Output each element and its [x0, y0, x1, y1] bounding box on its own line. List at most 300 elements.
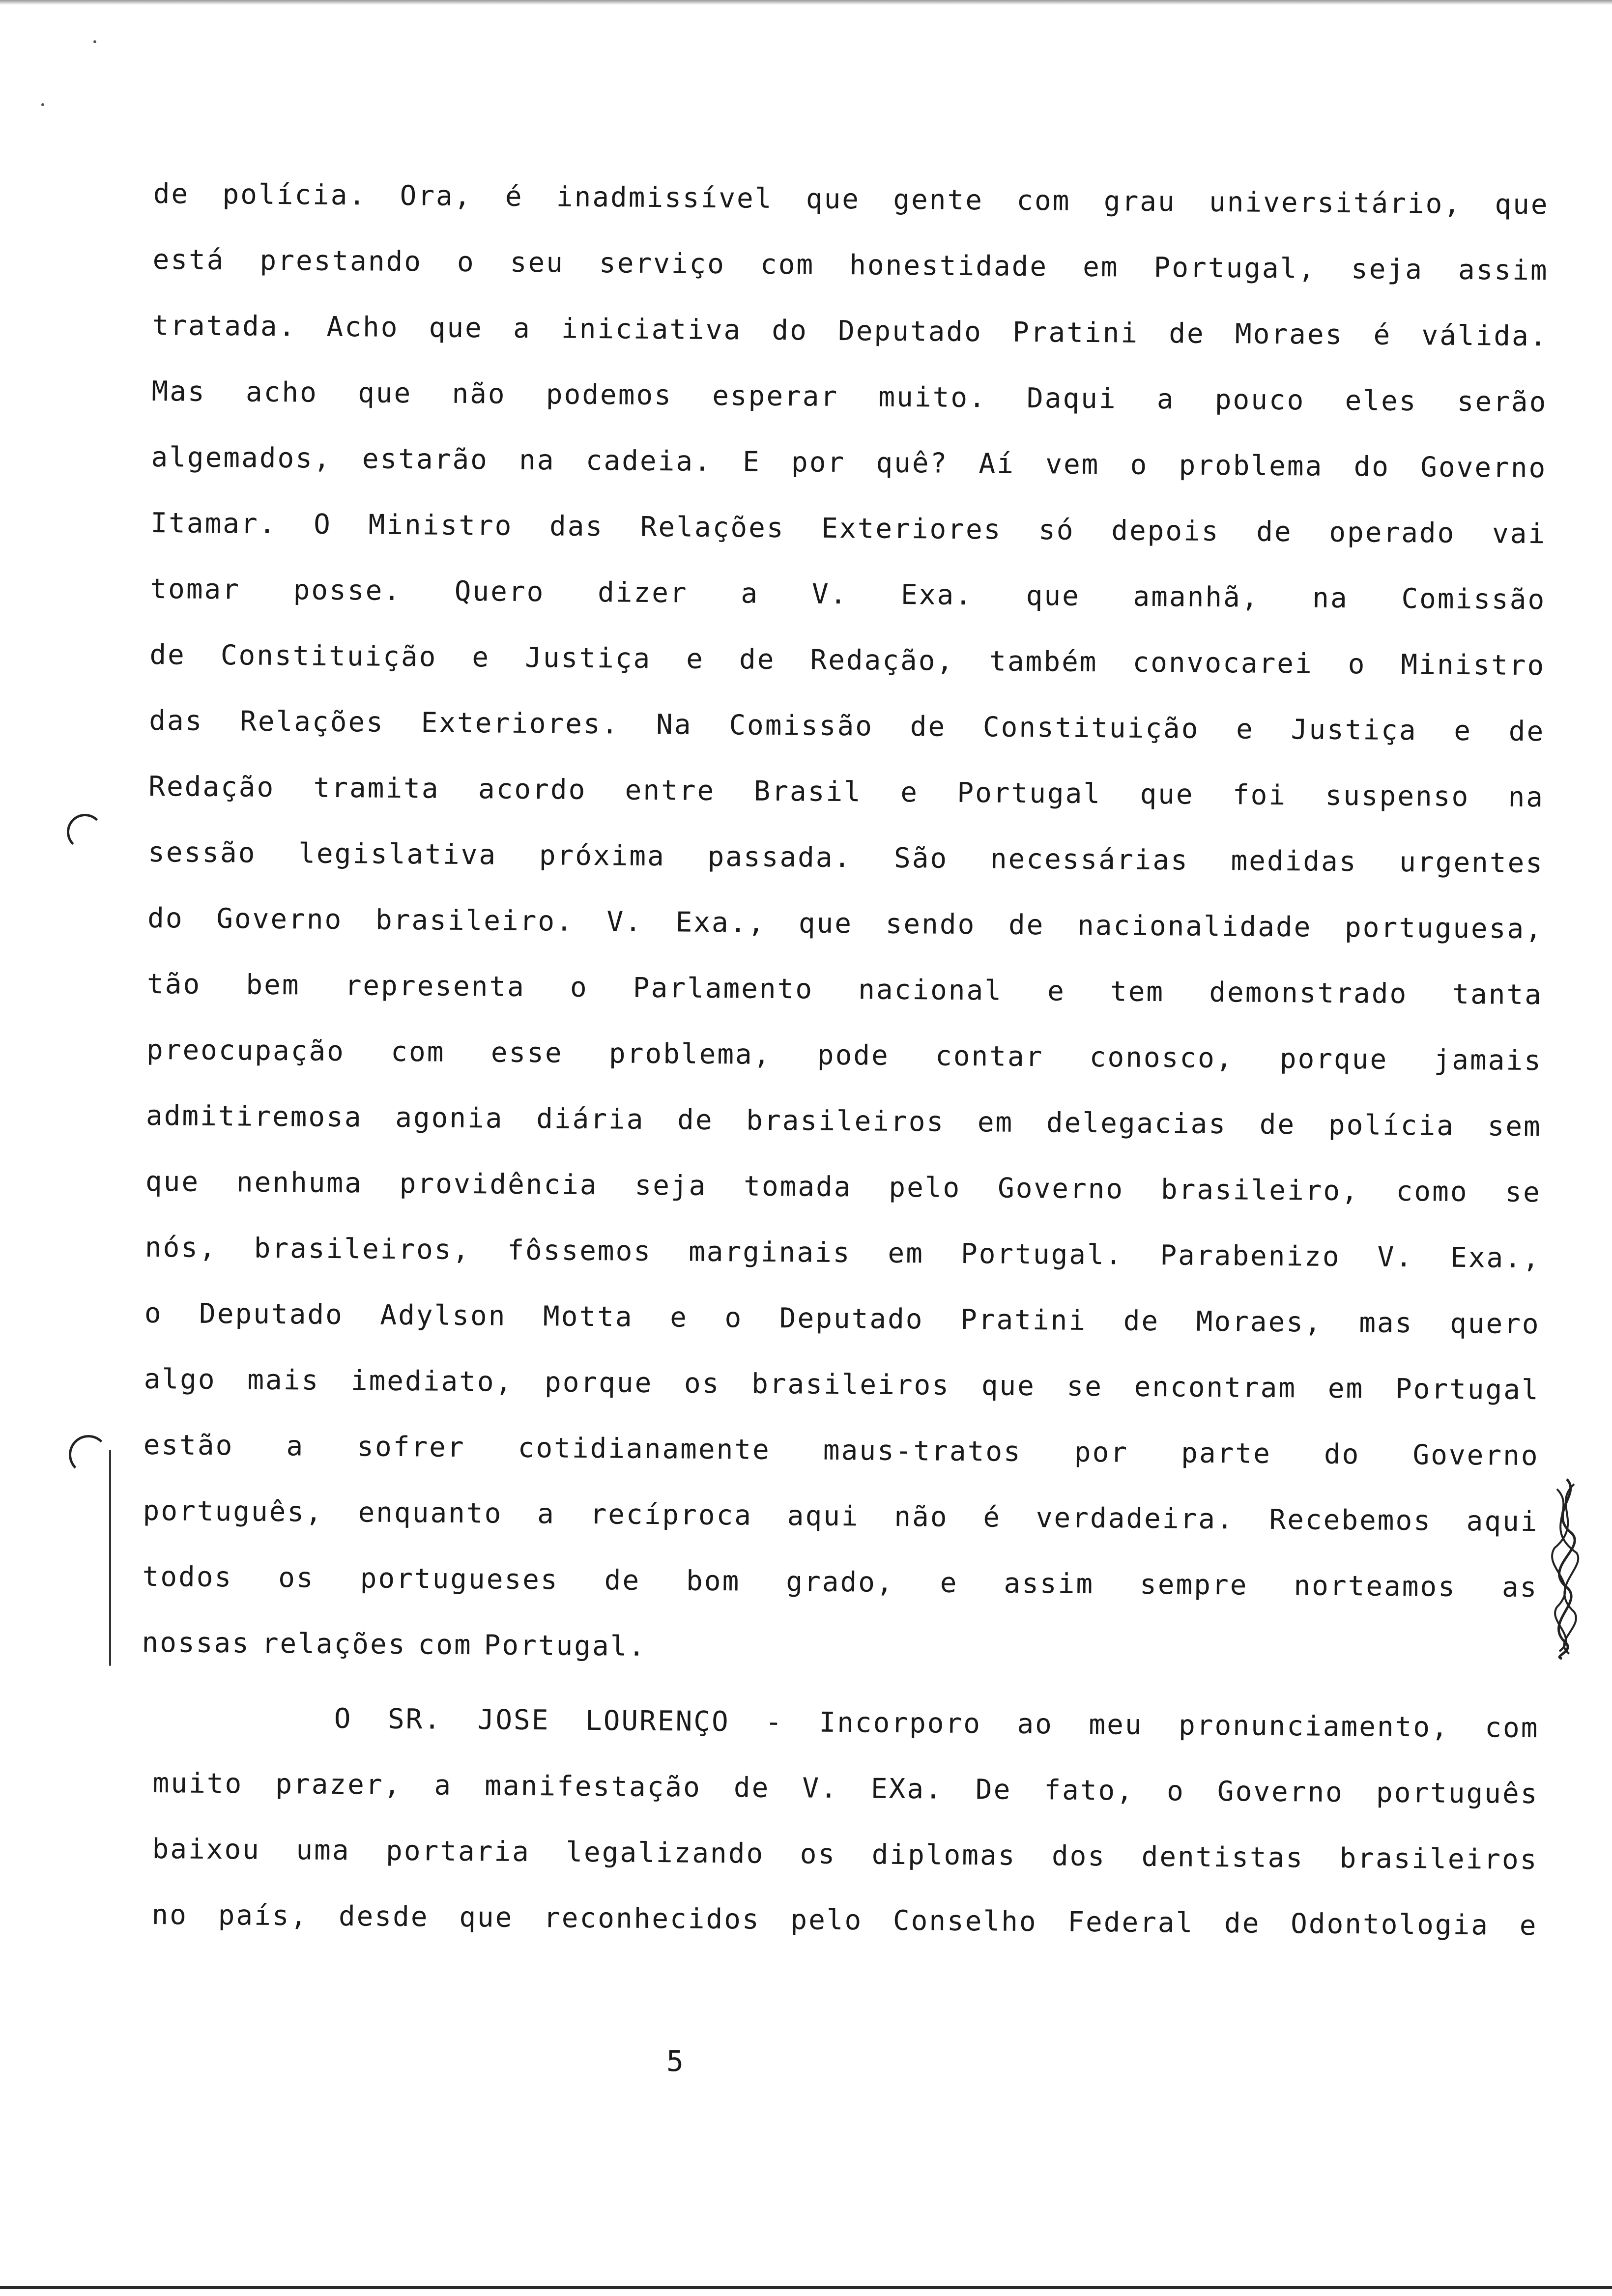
word: depois [1111, 515, 1220, 548]
word: portugueses [360, 1562, 559, 1596]
word: os [800, 1838, 836, 1870]
body-text-line [148, 770, 1544, 846]
word: pronunciamento, [1178, 1709, 1450, 1744]
word: quê? [876, 447, 949, 480]
word: portaria [385, 1835, 531, 1868]
word: desde [338, 1900, 429, 1933]
word: de [1508, 715, 1545, 748]
word: em [888, 1237, 924, 1270]
word: problema [1179, 449, 1324, 483]
word: nenhuma [236, 1166, 363, 1200]
word: de [604, 1564, 641, 1597]
word: seja [634, 1169, 707, 1202]
word: nossas [142, 1626, 251, 1660]
word: vem [1045, 448, 1100, 481]
word: delegacias [1046, 1107, 1227, 1141]
body-text-line [152, 309, 1548, 385]
word: Conselho [892, 1904, 1037, 1938]
word: Moraes [1235, 318, 1344, 351]
word: país, [218, 1899, 309, 1932]
word: meu [1089, 1708, 1143, 1741]
word: do [772, 314, 808, 347]
word: na [1312, 582, 1349, 615]
word: amanhã, [1133, 580, 1260, 614]
word: do [147, 902, 184, 935]
word: com [760, 248, 815, 281]
word: tramita [313, 772, 440, 805]
word: sessão [147, 836, 257, 869]
word: serviço [599, 247, 726, 281]
body-text-line [145, 1165, 1541, 1241]
word: do [1324, 1438, 1360, 1471]
word: dos [1051, 1840, 1106, 1873]
word: estão [143, 1429, 234, 1462]
word: português, [143, 1494, 324, 1528]
body-text-line [144, 1362, 1540, 1439]
word: brasileiro, [1160, 1174, 1360, 1207]
word: admitiremosa [145, 1099, 363, 1134]
word: e [1519, 1909, 1538, 1942]
word: marginais [688, 1235, 851, 1269]
body-text-line [151, 440, 1547, 517]
word: agonia [395, 1101, 504, 1135]
word: Redação [148, 770, 275, 804]
word: tratada. [152, 309, 297, 343]
word: cotidianamente [518, 1432, 771, 1466]
body-text-line [149, 638, 1546, 715]
word: a [434, 1769, 453, 1802]
word: de [1259, 1108, 1296, 1141]
body-text-line [151, 374, 1548, 451]
word: o [570, 971, 589, 1004]
word: conosco, [1089, 1041, 1234, 1075]
word: manifestação [484, 1770, 702, 1804]
word: a [537, 1498, 556, 1530]
word: Portugal [1395, 1373, 1540, 1406]
word: demonstrado [1209, 976, 1408, 1010]
word: Exa., [1450, 1241, 1541, 1275]
word: Ministro [1401, 648, 1546, 682]
word: o [1348, 648, 1366, 681]
word: EXa. [870, 1773, 944, 1806]
body-text-line [152, 243, 1549, 319]
word: de [153, 177, 190, 210]
word: de [1123, 1305, 1160, 1338]
word: grau [1103, 185, 1176, 218]
word: relações [261, 1627, 406, 1661]
word: enquanto [358, 1496, 503, 1530]
word: V. [802, 1772, 839, 1805]
word: legalizando [566, 1836, 765, 1870]
word: acho [245, 376, 318, 409]
body-text-line [145, 1099, 1542, 1176]
word: - [765, 1706, 784, 1739]
word: Relações [640, 511, 785, 545]
scan-top-edge [0, 0, 1612, 5]
word: Recebemos [1269, 1503, 1432, 1537]
word: Ora, [400, 179, 472, 213]
word: de [149, 638, 186, 671]
word: o [457, 246, 476, 279]
word: os [684, 1367, 720, 1400]
word: entre [625, 774, 716, 807]
body-text-line [150, 506, 1547, 583]
word: a [286, 1430, 305, 1463]
word: que [145, 1165, 200, 1198]
speech-paragraph [151, 1700, 1539, 1975]
word: cadeia. [585, 444, 713, 478]
word: contar [935, 1040, 1044, 1073]
word: em [1327, 1372, 1364, 1405]
body-text-line [153, 177, 1549, 254]
speech-text-line [152, 1766, 1539, 1843]
word: na [518, 444, 555, 477]
word: que [806, 183, 861, 216]
word: de [1224, 1907, 1261, 1940]
word: prazer, [275, 1768, 402, 1801]
word: Parabenizo [1160, 1239, 1341, 1273]
word: grado, [786, 1566, 894, 1599]
body-text-line [142, 1626, 1538, 1702]
word: Quero [454, 575, 545, 608]
word: Exteriores [821, 512, 1002, 546]
word: o [1166, 1775, 1185, 1808]
word: Exa. [900, 578, 974, 612]
word: aqui [1466, 1505, 1539, 1538]
word: JOSE [477, 1704, 550, 1737]
word: Justiça [524, 641, 652, 675]
word: operado [1329, 516, 1456, 549]
word: uma [296, 1834, 350, 1867]
word: V. [811, 578, 848, 611]
word: problema, [608, 1037, 772, 1071]
word: das [149, 704, 203, 737]
word: urgentes [1399, 846, 1544, 880]
body-text-line [142, 1560, 1538, 1636]
word: Comissão [729, 709, 874, 743]
word: serão [1457, 385, 1548, 419]
scan-bottom-edge [0, 2286, 1612, 2289]
word: Constituição [220, 639, 437, 673]
word: português [1376, 1777, 1539, 1810]
word: que [1026, 579, 1081, 612]
body-text-line [146, 967, 1543, 1044]
word: portuguesa, [1344, 912, 1544, 946]
word: que [429, 312, 484, 344]
word: e [900, 776, 919, 809]
word: esperar [712, 379, 839, 413]
word: Na [656, 709, 692, 741]
word: na [1508, 781, 1545, 814]
word: Governo [1412, 1439, 1539, 1472]
word: Governo [997, 1172, 1124, 1205]
word: brasileiros [1339, 1842, 1538, 1876]
word: muito. [878, 381, 987, 414]
word: dentistas [1141, 1840, 1304, 1874]
word: que [459, 1901, 514, 1934]
word: Governo [1420, 451, 1547, 485]
word: O [334, 1702, 352, 1735]
word: em [977, 1106, 1014, 1139]
word: iniciativa [561, 313, 742, 346]
word: Daqui [1026, 382, 1117, 415]
body-text-line [144, 1296, 1540, 1373]
word: necessárias [990, 843, 1189, 877]
body-text-line [147, 835, 1544, 912]
word: brasileiros [746, 1104, 945, 1138]
word: tem [1110, 976, 1165, 1008]
scan-speck [41, 103, 44, 106]
word: no [151, 1898, 188, 1931]
word: fôssemos [507, 1234, 652, 1268]
word: representa [345, 970, 526, 1003]
word: Federal [1067, 1906, 1194, 1939]
word: Deputado [837, 315, 983, 348]
page-number: 5 [666, 2044, 684, 2078]
word: prestando [259, 244, 423, 278]
word: assim [1458, 254, 1549, 287]
speech-text-line [151, 1898, 1538, 1975]
word: Deputado [779, 1302, 924, 1336]
word: convocarei [1132, 646, 1313, 680]
word: se [1066, 1370, 1103, 1403]
word: bem [246, 969, 300, 1002]
word: esse [490, 1036, 563, 1069]
word: reconhecidos [543, 1902, 760, 1936]
word: das [549, 510, 604, 543]
word: é [983, 1501, 1002, 1534]
speech-text-line [152, 1832, 1538, 1909]
word: encontram [1134, 1371, 1297, 1405]
word: que [981, 1370, 1036, 1403]
word: ao [1017, 1708, 1054, 1741]
word: em [1082, 251, 1119, 284]
word: tão [146, 968, 202, 1001]
word: de [1256, 516, 1293, 548]
word: de [910, 711, 947, 743]
word: Acho [326, 311, 399, 344]
word: pode [817, 1039, 890, 1072]
word: o [724, 1302, 743, 1334]
word: de [739, 643, 776, 676]
word: de [1008, 909, 1045, 942]
word: e [1454, 715, 1472, 747]
margin-pen-line [109, 1450, 111, 1666]
word: medidas [1231, 845, 1357, 878]
word: polícia. [222, 178, 367, 212]
word: e [472, 641, 490, 674]
word: e [686, 643, 705, 675]
word: podemos [546, 378, 673, 412]
word: foi [1232, 779, 1287, 812]
word: de [677, 1104, 714, 1137]
word: muito [152, 1767, 243, 1800]
word: válida. [1421, 319, 1548, 353]
word: Portugal, [1153, 251, 1317, 285]
word: é [1373, 319, 1392, 351]
word: se [1505, 1176, 1542, 1209]
margin-scribble [1537, 1474, 1591, 1661]
word: vai [1492, 517, 1547, 550]
word: E [742, 446, 761, 478]
word: pelo [889, 1171, 961, 1204]
word: e [1047, 975, 1066, 1007]
word: como [1396, 1175, 1468, 1208]
word: sempre [1139, 1568, 1248, 1602]
word: preocupação [146, 1033, 345, 1068]
word: Governo [1217, 1776, 1344, 1809]
word: Pratini [1012, 316, 1139, 349]
word: tomada [743, 1170, 852, 1204]
word: Parlamento [633, 972, 814, 1005]
word: tomar [150, 573, 241, 606]
word: pelo [790, 1904, 863, 1937]
word: Portugal. [960, 1237, 1123, 1271]
word: brasileiros, [254, 1232, 471, 1266]
word: algo [144, 1363, 216, 1396]
word: SR. [387, 1703, 442, 1736]
word: universitário, [1209, 186, 1462, 220]
word: com [1016, 184, 1071, 217]
word: tanta [1452, 978, 1543, 1011]
word: Comissão [1401, 582, 1546, 616]
word: imediato, [350, 1365, 514, 1398]
word: a [513, 312, 532, 345]
word: a [1156, 383, 1175, 416]
word: que [1495, 188, 1549, 221]
word: estarão [362, 443, 489, 476]
body-text-line [150, 572, 1546, 649]
word: mas [1359, 1307, 1413, 1340]
word: quero [1449, 1307, 1540, 1341]
word: porque [544, 1366, 653, 1400]
word: fato, [1044, 1774, 1135, 1807]
word: do [1353, 451, 1390, 483]
punch-hole-mark [69, 1435, 108, 1474]
word: Portugal. [484, 1629, 647, 1663]
word: dizer [597, 576, 688, 609]
word: maus-tratos [823, 1434, 1022, 1468]
word: próxima [539, 839, 666, 873]
word: V. [1377, 1241, 1414, 1274]
word: V. [606, 906, 643, 938]
word: Exteriores. [421, 707, 620, 741]
word: Incorporo [819, 1706, 982, 1740]
word: está [152, 243, 225, 277]
speech-text-line [153, 1700, 1539, 1777]
word: o [144, 1297, 163, 1330]
word: Odontologia [1290, 1908, 1490, 1942]
word: inadmissível [556, 181, 773, 215]
word: baixou [152, 1833, 261, 1866]
word: com [418, 1629, 472, 1662]
word: Portugal [957, 776, 1102, 810]
word: verdadeira. [1036, 1502, 1235, 1536]
word: Governo [216, 903, 343, 936]
word: nós, [144, 1231, 218, 1264]
word: também [989, 645, 1098, 679]
word: eles [1345, 385, 1417, 418]
word: Ministro [368, 509, 513, 542]
word: pouco [1214, 383, 1305, 417]
word: Redação, [810, 644, 955, 677]
word: nacionalidade [1077, 909, 1312, 944]
word: brasileiro. [375, 904, 575, 938]
word: com [391, 1035, 445, 1068]
word: sofrer [357, 1431, 465, 1464]
word: todos [142, 1560, 233, 1594]
word: providência [399, 1167, 598, 1202]
body-paragraph [142, 177, 1549, 1702]
word: assim [1004, 1567, 1094, 1601]
word: passada. [707, 840, 852, 874]
word: por [1074, 1436, 1129, 1469]
word: de [1169, 317, 1206, 350]
word: legislativa [298, 837, 497, 871]
word: que [1140, 778, 1194, 811]
word: os [278, 1562, 315, 1594]
word: Exa., [675, 906, 766, 939]
word: São [893, 842, 949, 875]
word: Adylson [380, 1299, 507, 1332]
word: que [357, 377, 412, 410]
word: Aí [979, 448, 1015, 480]
word: Constituição [982, 711, 1200, 745]
word: e [940, 1567, 958, 1599]
word: Pratini [960, 1303, 1087, 1337]
body-text-line [146, 1033, 1542, 1110]
word: a [741, 577, 759, 610]
scan-speck [93, 40, 96, 43]
word: que [798, 907, 853, 940]
word: bom [686, 1565, 741, 1598]
word: só [1038, 514, 1075, 546]
body-text-line [143, 1428, 1539, 1505]
word: mais [247, 1364, 320, 1397]
word: porque [1279, 1043, 1388, 1076]
word: seu [510, 246, 565, 279]
word: recíproca [590, 1498, 753, 1532]
word: e [669, 1301, 689, 1334]
word: posse. [293, 574, 402, 607]
word: é [505, 180, 523, 213]
word: polícia [1328, 1109, 1455, 1142]
word: e [1236, 713, 1255, 746]
word: jamais [1434, 1044, 1543, 1077]
word: acordo [478, 773, 587, 806]
word: o [1130, 449, 1149, 481]
word: sendo [885, 908, 976, 941]
word: não [894, 1500, 949, 1533]
body-text-line [143, 1494, 1539, 1571]
word: brasileiros [751, 1368, 950, 1402]
word: sem [1487, 1110, 1542, 1143]
word: diária [536, 1103, 645, 1136]
word: com [1485, 1712, 1539, 1745]
word: Brasil [753, 775, 863, 808]
word: por [791, 446, 846, 479]
punch-hole-mark [67, 814, 103, 850]
word: algemados, [151, 441, 332, 475]
word: suspenso [1325, 779, 1470, 813]
word: aqui [787, 1500, 860, 1533]
word: parte [1180, 1437, 1272, 1470]
word: Deputado [199, 1297, 344, 1331]
word: diplomas [871, 1838, 1016, 1872]
word: Moraes, [1196, 1305, 1323, 1339]
word: Relações [239, 705, 385, 739]
word: as [1501, 1571, 1538, 1604]
